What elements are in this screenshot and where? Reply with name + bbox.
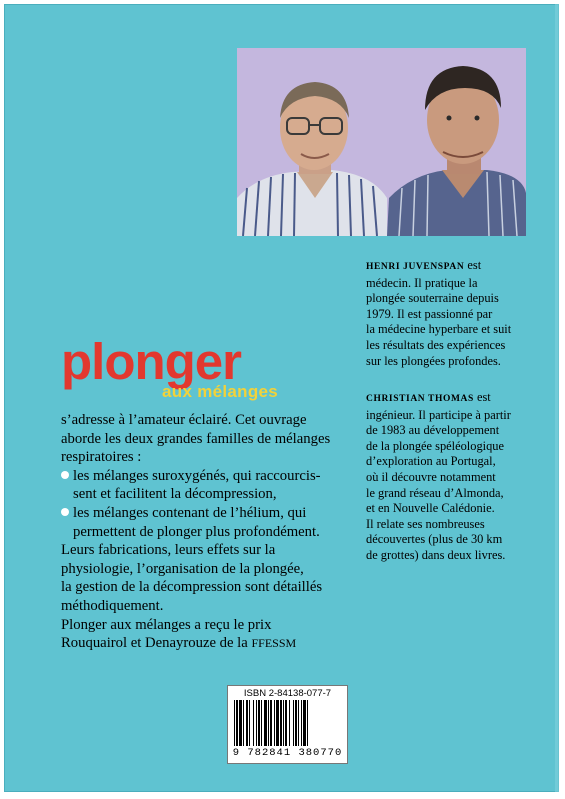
- barcode-bar: [270, 700, 272, 746]
- barcode-bar: [261, 700, 262, 746]
- bio-line: la médecine hyperbare et suit: [366, 322, 512, 337]
- description-line: Rouquairol et Denayrouze de la FFESSM: [61, 635, 297, 652]
- book-subtitle: aux mélanges: [162, 382, 279, 401]
- barcode-bar: [274, 700, 275, 746]
- bio-line: est: [467, 258, 482, 272]
- bullet-icon: [61, 471, 69, 479]
- description-line: physiologie, l’organisation de la plongée,: [61, 560, 304, 577]
- description-line: sent et facilitent la décompression,: [73, 486, 277, 503]
- barcode-bar: [276, 700, 279, 746]
- bio-line: les résultats des expériences: [366, 337, 506, 352]
- barcode-bar: [283, 700, 284, 746]
- bio-line: et en Nouvelle Calédonie.: [366, 501, 495, 516]
- barcode-bar: [301, 700, 302, 746]
- author-name: CHRISTIAN THOMAS: [366, 394, 474, 404]
- bio-line: le grand réseau d’Almonda,: [366, 485, 504, 500]
- description-line: méthodiquement.: [61, 597, 164, 614]
- description-line: respiratoires :: [61, 449, 142, 466]
- authors-photo: [237, 48, 526, 236]
- barcode-bar: [246, 700, 248, 746]
- book-description: [61, 411, 351, 653]
- bio-line: découvertes (plus de 30 km: [366, 532, 503, 547]
- barcode-bar: [298, 700, 299, 746]
- author-bio-juvenspan: [366, 258, 546, 369]
- cover-edge: [555, 4, 559, 792]
- bio-line: plongée souterraine depuis: [366, 291, 499, 306]
- barcode-bar: [253, 700, 254, 746]
- bio-line: est: [476, 390, 491, 404]
- barcode-bar: [285, 700, 287, 746]
- bio-line: 1979. Il est passionné par: [366, 306, 493, 321]
- bio-line: médecin. Il pratique la: [366, 275, 478, 290]
- bio-line: sur les plongées profondes.: [366, 353, 501, 368]
- description-line: permettent de plonger plus profondément.: [73, 523, 320, 540]
- bio-line: Il relate ses nombreuses: [366, 516, 485, 531]
- bio-line: où il découvre notamment: [366, 469, 496, 484]
- barcode-bar: [243, 700, 244, 746]
- barcode-bar: [280, 700, 282, 746]
- bio-line: de grottes) dans deux livres.: [366, 547, 506, 562]
- organization-name: FFESSM: [251, 636, 297, 651]
- bio-line: de la plongée spéléologique: [366, 438, 504, 453]
- bullet-icon: [61, 508, 69, 516]
- author-name: HENRI JUVENSPAN: [366, 262, 465, 272]
- description-line: s’adresse à l’amateur éclairé. Cet ouvrage: [61, 412, 307, 428]
- barcode-bar: [236, 700, 238, 746]
- bullet-item: les mélanges suroxygénés, qui raccourcis-: [61, 467, 351, 486]
- barcode: [227, 685, 348, 764]
- description-line: Leurs fabrications, leurs effets sur la: [61, 542, 276, 559]
- isbn-label: ISBN 2-84138-077-7: [243, 688, 332, 699]
- barcode-bar: [268, 700, 269, 746]
- bio-line: de 1983 au développement: [366, 423, 500, 438]
- barcode-bar: [293, 700, 294, 746]
- barcode-bar: [303, 700, 306, 746]
- barcode-bar: [256, 700, 257, 746]
- barcode-bar: [307, 700, 308, 746]
- barcode-bar: [249, 700, 250, 746]
- description-line: aborde les deux grandes familles de mélanges: [61, 430, 331, 447]
- bio-line: ingénieur. Il participe à partir: [366, 407, 511, 422]
- description-line: Plonger aux mélanges a reçu le prix: [61, 616, 272, 633]
- barcode-bar: [289, 700, 290, 746]
- description-line: la gestion de la décompression sont détaillés: [61, 579, 323, 596]
- bio-line: d’exploration au Portugal,: [366, 454, 496, 469]
- barcode-bar: [295, 700, 297, 746]
- barcode-bar: [258, 700, 260, 746]
- barcode-bars: [228, 700, 347, 746]
- barcode-bar: [234, 700, 235, 746]
- barcode-number: 9 782841 380770: [232, 747, 343, 759]
- barcode-bar: [264, 700, 267, 746]
- author-bio-thomas: [366, 390, 546, 564]
- bullet-item: les mélanges contenant de l’hélium, qui: [61, 504, 351, 523]
- book-title: plonger: [61, 333, 241, 390]
- barcode-bar: [239, 700, 242, 746]
